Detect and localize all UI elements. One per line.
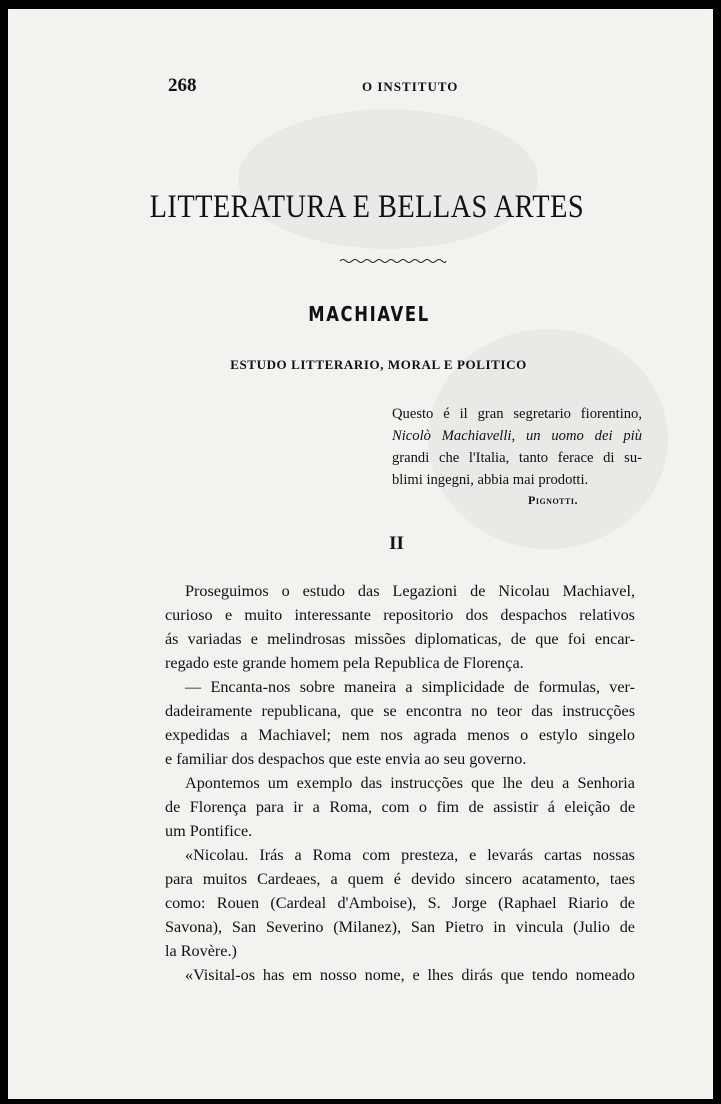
body-text <box>165 579 635 987</box>
page-number: 268 <box>168 75 197 96</box>
epigraph-line: Nicolò Machiavelli, un uomo dei più <box>392 428 642 444</box>
body-line: Apontemos um exemplo das instrucções que lhe deu a Senhoria <box>185 774 635 792</box>
body-line: curioso e muito interessante repositorio dos despachos relativos <box>165 606 635 624</box>
article-subtitle: ESTUDO LITTERARIO, MORAL E POLITICO <box>230 357 527 372</box>
chapter-numeral: II <box>389 533 404 554</box>
bleed-through-shadow <box>238 109 538 249</box>
body-line: — Encanta-nos sobre maneira a simplicidade de formulas, ver- <box>185 678 635 696</box>
page-scan <box>5 6 716 1102</box>
body-line: «Visital-os has em nosso nome, e lhes dirás que tendo nomeado <box>185 966 635 984</box>
epigraph-attribution: Pignotti. <box>528 493 578 507</box>
epigraph-line: Questo é il gran segretario fiorentino, <box>392 406 642 422</box>
body-line: dadeiramente republicana, que se encontra no teor das instrucções <box>165 702 635 720</box>
body-line: Proseguimos o estudo das Legazioni de Nicolau Machiavel, <box>185 582 635 600</box>
running-head: O INSTITUTO <box>362 79 459 94</box>
epigraph <box>392 403 642 491</box>
article-title: MACHIAVEL <box>308 302 430 326</box>
ornament-divider <box>338 257 448 265</box>
page-header <box>8 75 713 105</box>
body-line: regado este grande homem pela Republica de Florença. <box>165 654 524 672</box>
epigraph-line: grandi che l'Italia, tanto ferace di su- <box>392 450 642 466</box>
body-line: para muitos Cardeaes, a quem é devido sincero acatamento, taes <box>165 870 635 888</box>
epigraph-line: blimi ingegni, abbia mai prodotti. <box>392 472 589 488</box>
body-line: ás variadas e melindrosas missões diplomaticas, de que foi encar- <box>165 630 635 648</box>
body-line: Savona), San Severino (Milanez), San Pietro in vincula (Julio de <box>165 918 635 936</box>
body-line: um Pontifice. <box>165 822 253 840</box>
section-title: LITTERATURA E BELLAS ARTES <box>149 189 585 225</box>
body-line: la Rovère.) <box>165 942 237 960</box>
body-line: «Nicolau. Irás a Roma com presteza, e levarás cartas nossas <box>185 846 635 864</box>
body-line: expedidas a Machiavel; nem nos agrada menos o estylo singelo <box>165 726 635 744</box>
body-line: como: Rouen (Cardeal d'Amboise), S. Jorge (Raphael Riario de <box>165 894 635 912</box>
body-line: de Florença para ir a Roma, com o fim de assistir á eleição de <box>165 798 635 816</box>
body-line: e familiar dos despachos que este envia ao seu governo. <box>165 750 527 768</box>
